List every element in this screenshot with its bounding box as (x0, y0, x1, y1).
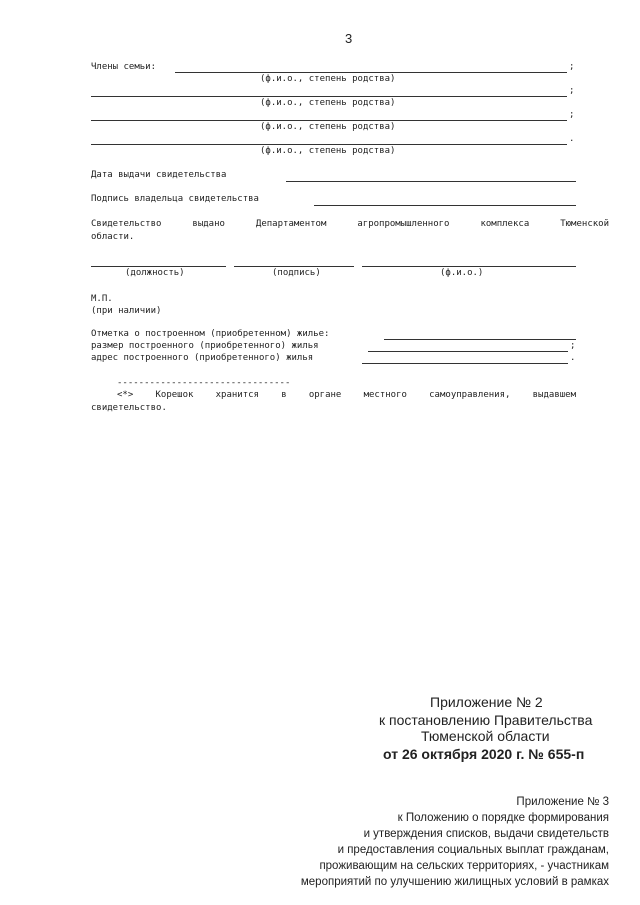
family-member-2-end: ; (569, 86, 575, 96)
signature-caption: (подпись) (272, 268, 321, 278)
housing-address-line (362, 363, 568, 364)
housing-mark-label: Отметка о построенном (приобретенном) жилье: (91, 329, 330, 339)
housing-size-end: ; (570, 341, 576, 351)
housing-address-label: адрес построенного (приобретенного) жилья (91, 353, 314, 363)
issue-date-label: Дата выдачи свидетельства (91, 170, 227, 180)
family-member-3-hint: (ф.и.о., степень родства) (260, 122, 396, 132)
appendix3-line4: проживающим на сельских территориях, - участникам (319, 860, 609, 872)
appendix2-title: Приложение № 2 (430, 694, 543, 710)
housing-size-line (368, 351, 568, 352)
family-member-1-end: ; (569, 62, 575, 72)
appendix3-line1: к Положению о порядке формирования (397, 812, 609, 824)
issued-by-text: Свидетельство выдано Департаментом агропромышленного комплекса Тюменской (91, 219, 609, 229)
appendix3-title: Приложение № 3 (516, 796, 609, 808)
family-member-2-line (91, 96, 567, 97)
appendix2-line2: Тюменской области (421, 728, 550, 744)
footnote-text: <*> Корешок хранится в органе местного самоуправления, выдавшем (117, 390, 576, 400)
page-number: 3 (345, 31, 353, 46)
family-member-4-end: . (569, 134, 575, 144)
housing-size-label: размер построенного (приобретенного) жилья (91, 341, 319, 351)
issue-date-line (286, 181, 576, 182)
family-member-3-end: ; (569, 110, 575, 120)
appendix3-line5: мероприятий по улучшению жилищных условий в рамках (300, 876, 609, 888)
owner-signature-line (314, 205, 576, 206)
official-name-line (362, 266, 576, 267)
name-caption: (ф.и.о.) (440, 268, 484, 278)
owner-signature-label: Подпись владельца свидетельства (91, 194, 259, 204)
issued-by-text-cont: области. (91, 232, 135, 242)
housing-mark-line (384, 339, 576, 340)
appendix2-line3: от 26 октября 2020 г. № 655-п (383, 746, 585, 762)
family-member-2-hint: (ф.и.о., степень родства) (260, 98, 396, 108)
appendix2-line1: к постановлению Правительства (379, 712, 593, 728)
family-members-label: Члены семьи: (91, 62, 157, 72)
appendix3-line2: и утверждения списков, выдачи свидетельств (363, 828, 609, 840)
family-member-4-line (91, 144, 567, 145)
family-member-1-hint: (ф.и.о., степень родства) (260, 74, 396, 84)
family-member-4-hint: (ф.и.о., степень родства) (260, 146, 396, 156)
family-member-1-line (175, 72, 567, 73)
official-signature-line (234, 266, 354, 267)
footnote-text-cont: свидетельство. (91, 403, 167, 413)
family-member-3-line (91, 120, 567, 121)
stamp-label: М.П. (91, 294, 113, 304)
footnote-separator: -------------------------------- (117, 378, 291, 388)
housing-address-end: . (570, 353, 576, 363)
stamp-note: (при наличии) (91, 306, 162, 316)
appendix3-line3: и предоставления социальных выплат гражданам, (337, 844, 609, 856)
official-position-line (91, 266, 226, 267)
position-caption: (должность) (125, 268, 185, 278)
